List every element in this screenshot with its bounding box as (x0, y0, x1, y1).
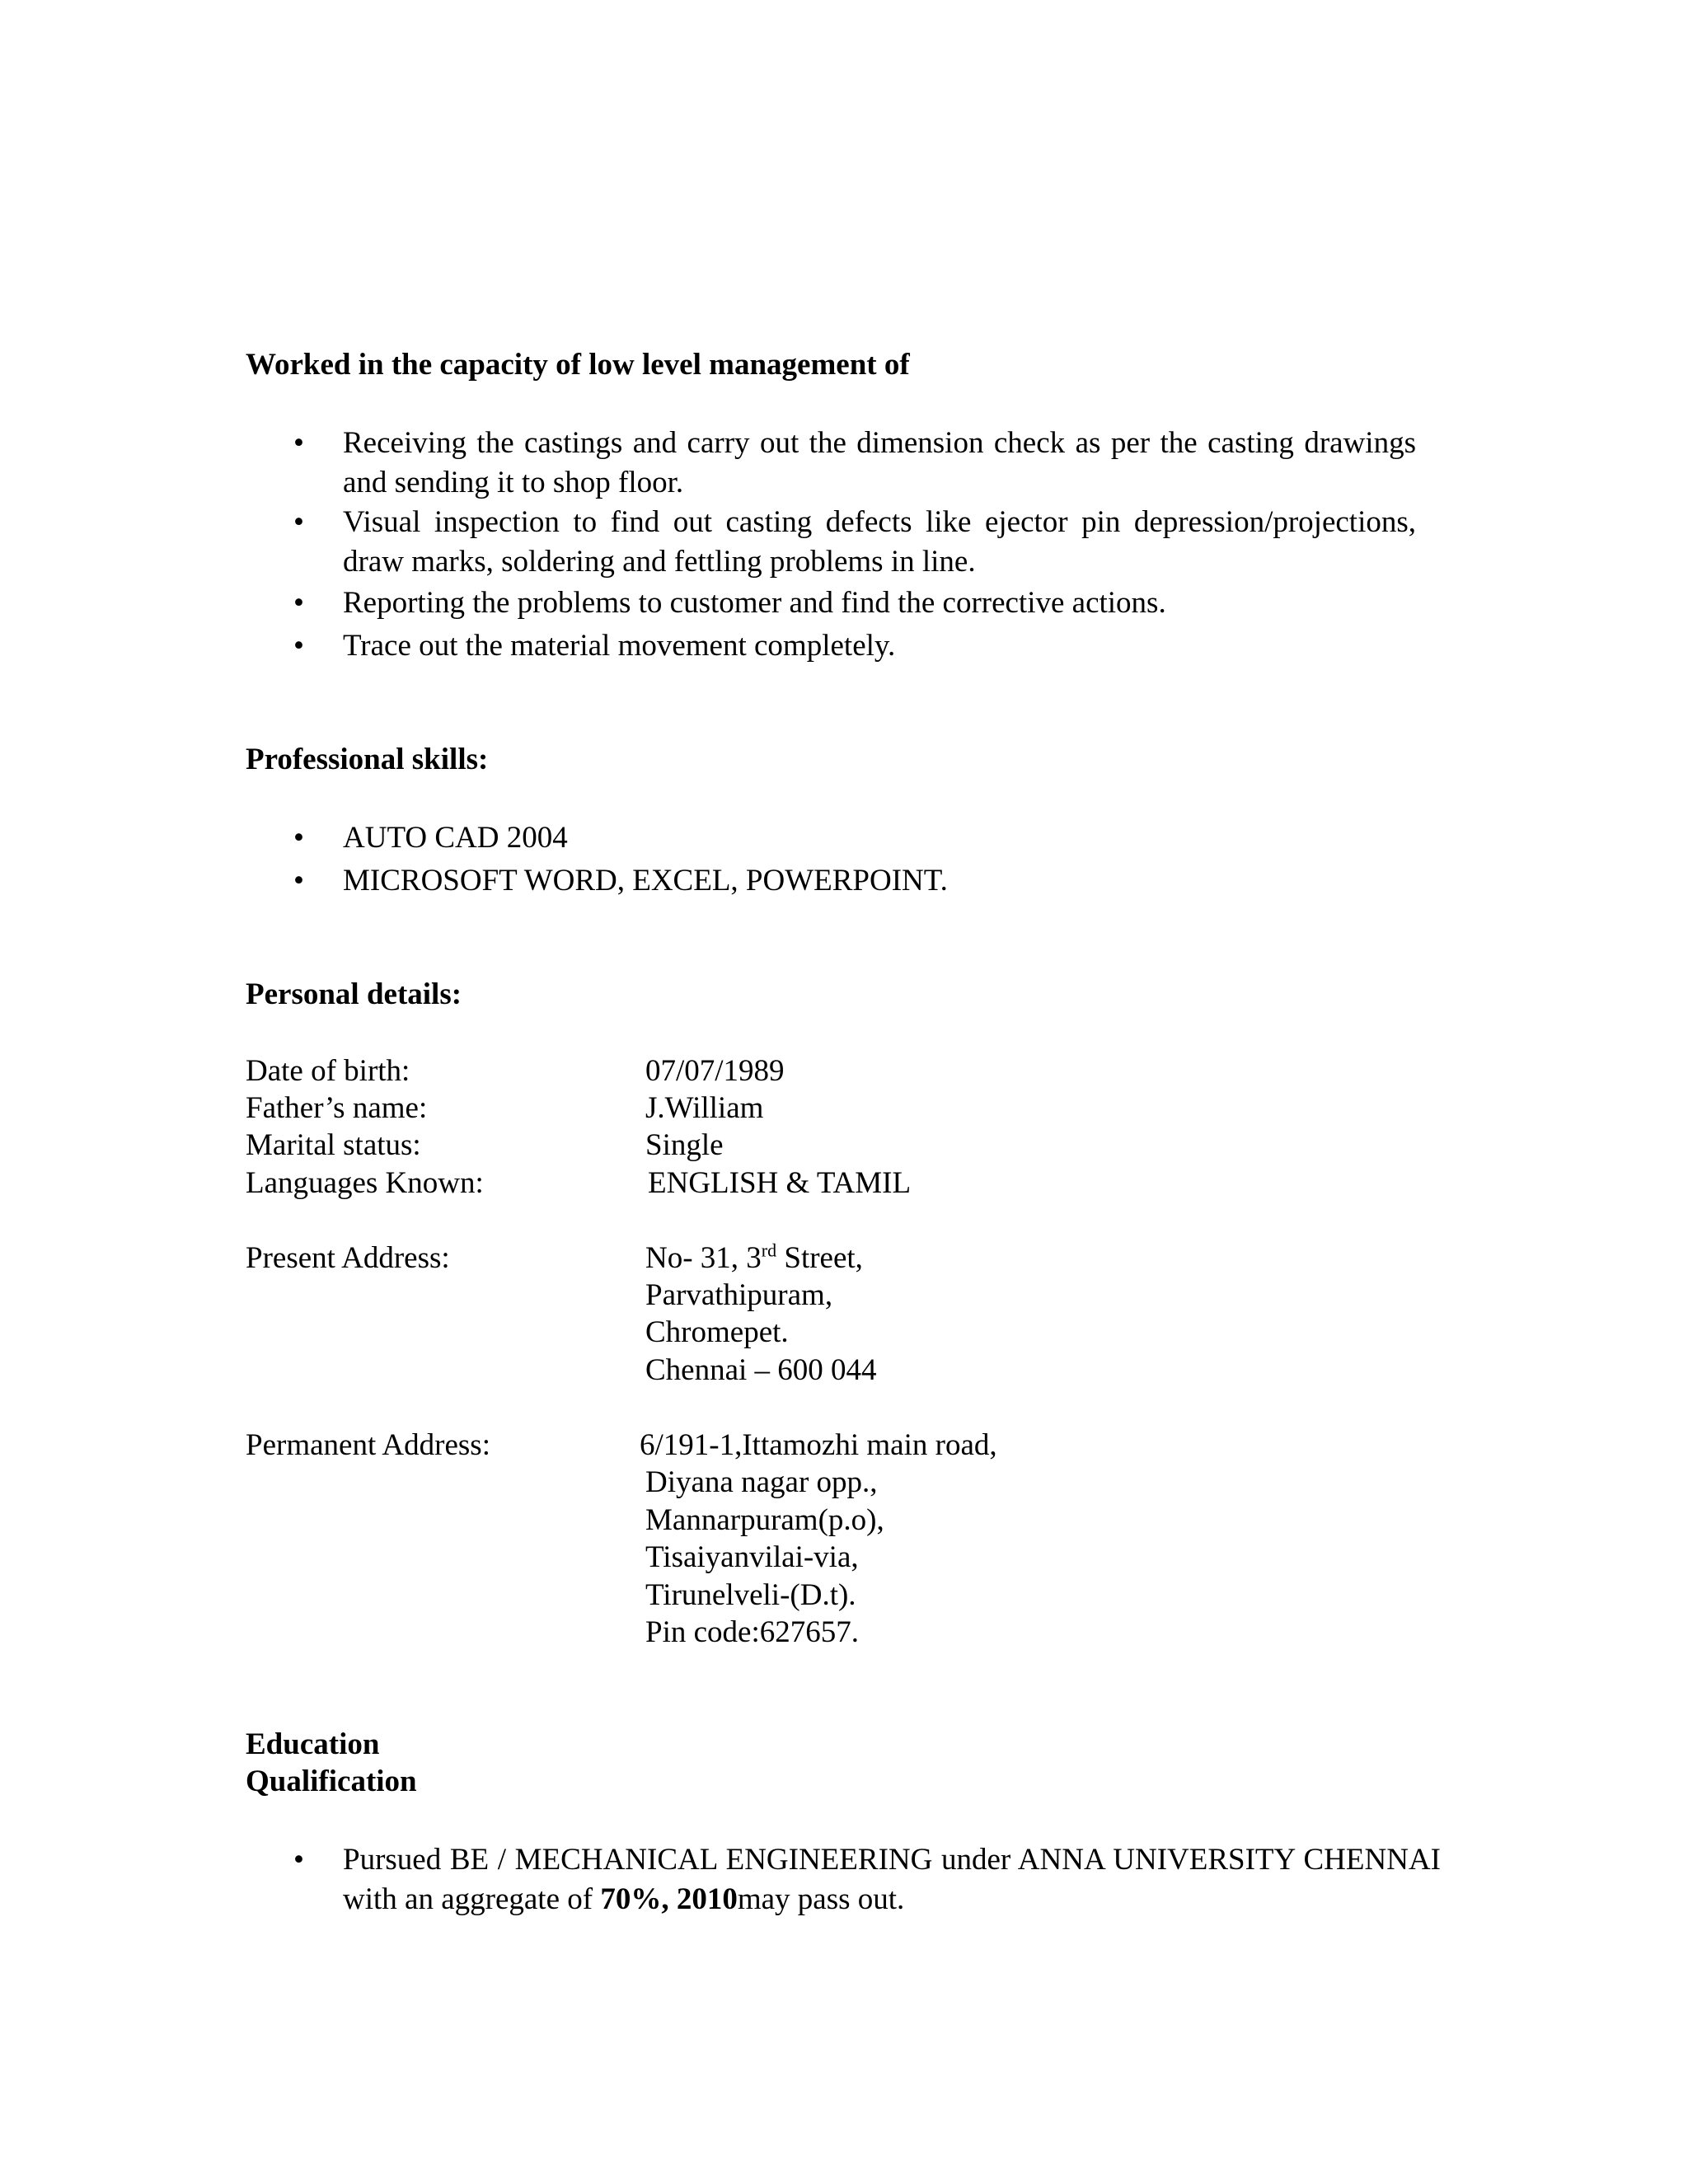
dob-label: Date of birth: (246, 1054, 410, 1088)
education-item-bold: 70%, 2010 (600, 1882, 738, 1916)
list-item (246, 1840, 1441, 1919)
present-line1-pre: No- 31, 3 (645, 1241, 762, 1275)
bullet-icon: • (293, 629, 304, 663)
present-line1-post: Street, (776, 1241, 863, 1275)
father-value: J.William (645, 1091, 764, 1125)
present-address-label: Present Address: (246, 1241, 450, 1275)
personal-heading: Personal details: (246, 977, 462, 1011)
present-address-line-2: Parvathipuram, (645, 1278, 833, 1312)
list-item (246, 583, 1416, 623)
marital-row (246, 1126, 1235, 1164)
permanent-address-line-2: Diyana nagar opp., (645, 1465, 878, 1499)
present-address-row (246, 1239, 1235, 1277)
permanent-address-label: Permanent Address: (246, 1428, 490, 1462)
list-item (246, 503, 1416, 582)
dob-value: 07/07/1989 (645, 1054, 785, 1088)
work-heading: Worked in the capacity of low level management of (246, 348, 910, 382)
education-heading-line-2: Qualification (246, 1765, 417, 1798)
present-line1-sup: rd (761, 1240, 777, 1261)
permanent-address-line-1: 6/191-1,Ittamozhi main road, (640, 1428, 997, 1462)
work-item-1: Receiving the castings and carry out the dimension check as per the casting drawings and sending it to shop floor. (343, 426, 1416, 499)
list-item (246, 626, 1416, 666)
work-item-3: Reporting the problems to customer and find the corrective actions. (343, 586, 1166, 620)
bullet-icon: • (293, 864, 304, 898)
languages-value: ENGLISH & TAMIL (648, 1166, 912, 1200)
work-list (246, 424, 1416, 666)
bullet-icon: • (293, 1843, 304, 1877)
list-item (246, 861, 1416, 901)
permanent-address-row (246, 1426, 1235, 1464)
work-item-2: Visual inspection to find out casting defects like ejector pin depression/projections, draw marks, soldering and fettling problems in line. (343, 505, 1416, 579)
list-item (246, 818, 1416, 858)
permanent-address-line-6: Pin code:627657. (645, 1615, 859, 1649)
work-item-4: Trace out the material movement completely. (343, 629, 896, 663)
list-item (246, 424, 1416, 503)
skills-heading: Professional skills: (246, 743, 489, 776)
marital-value: Single (645, 1128, 724, 1162)
permanent-address-line-4: Tisaiyanvilai-via, (645, 1540, 859, 1574)
skill-item-1: AUTO CAD 2004 (343, 821, 568, 855)
languages-label: Languages Known: (246, 1166, 484, 1200)
education-list (246, 1840, 1441, 1919)
father-row (246, 1089, 1235, 1127)
education-item-pre: Pursued BE / MECHANICAL ENGINEERING under ANNA UNIVERSITY CHENNAI with an aggregate of (343, 1843, 1441, 1916)
marital-label: Marital status: (246, 1128, 421, 1162)
skill-item-2: MICROSOFT WORD, EXCEL, POWERPOINT. (343, 864, 948, 898)
present-address-line-3: Chromepet. (645, 1315, 789, 1349)
education-item-post: may pass out. (737, 1882, 905, 1916)
bullet-icon: • (293, 426, 304, 460)
languages-row (246, 1164, 1235, 1202)
skills-list (246, 818, 1416, 901)
bullet-icon: • (293, 586, 304, 620)
bullet-icon: • (293, 505, 304, 539)
education-heading-line-1: Education (246, 1727, 380, 1761)
permanent-address-line-5: Tirunelveli-(D.t). (645, 1578, 856, 1612)
dob-row (246, 1052, 1235, 1090)
bullet-icon: • (293, 821, 304, 855)
present-address-line-4: Chennai – 600 044 (645, 1353, 877, 1387)
permanent-address-line-3: Mannarpuram(p.o), (645, 1503, 884, 1537)
father-label: Father’s name: (246, 1091, 428, 1125)
present-address-line-1 (645, 1239, 863, 1278)
